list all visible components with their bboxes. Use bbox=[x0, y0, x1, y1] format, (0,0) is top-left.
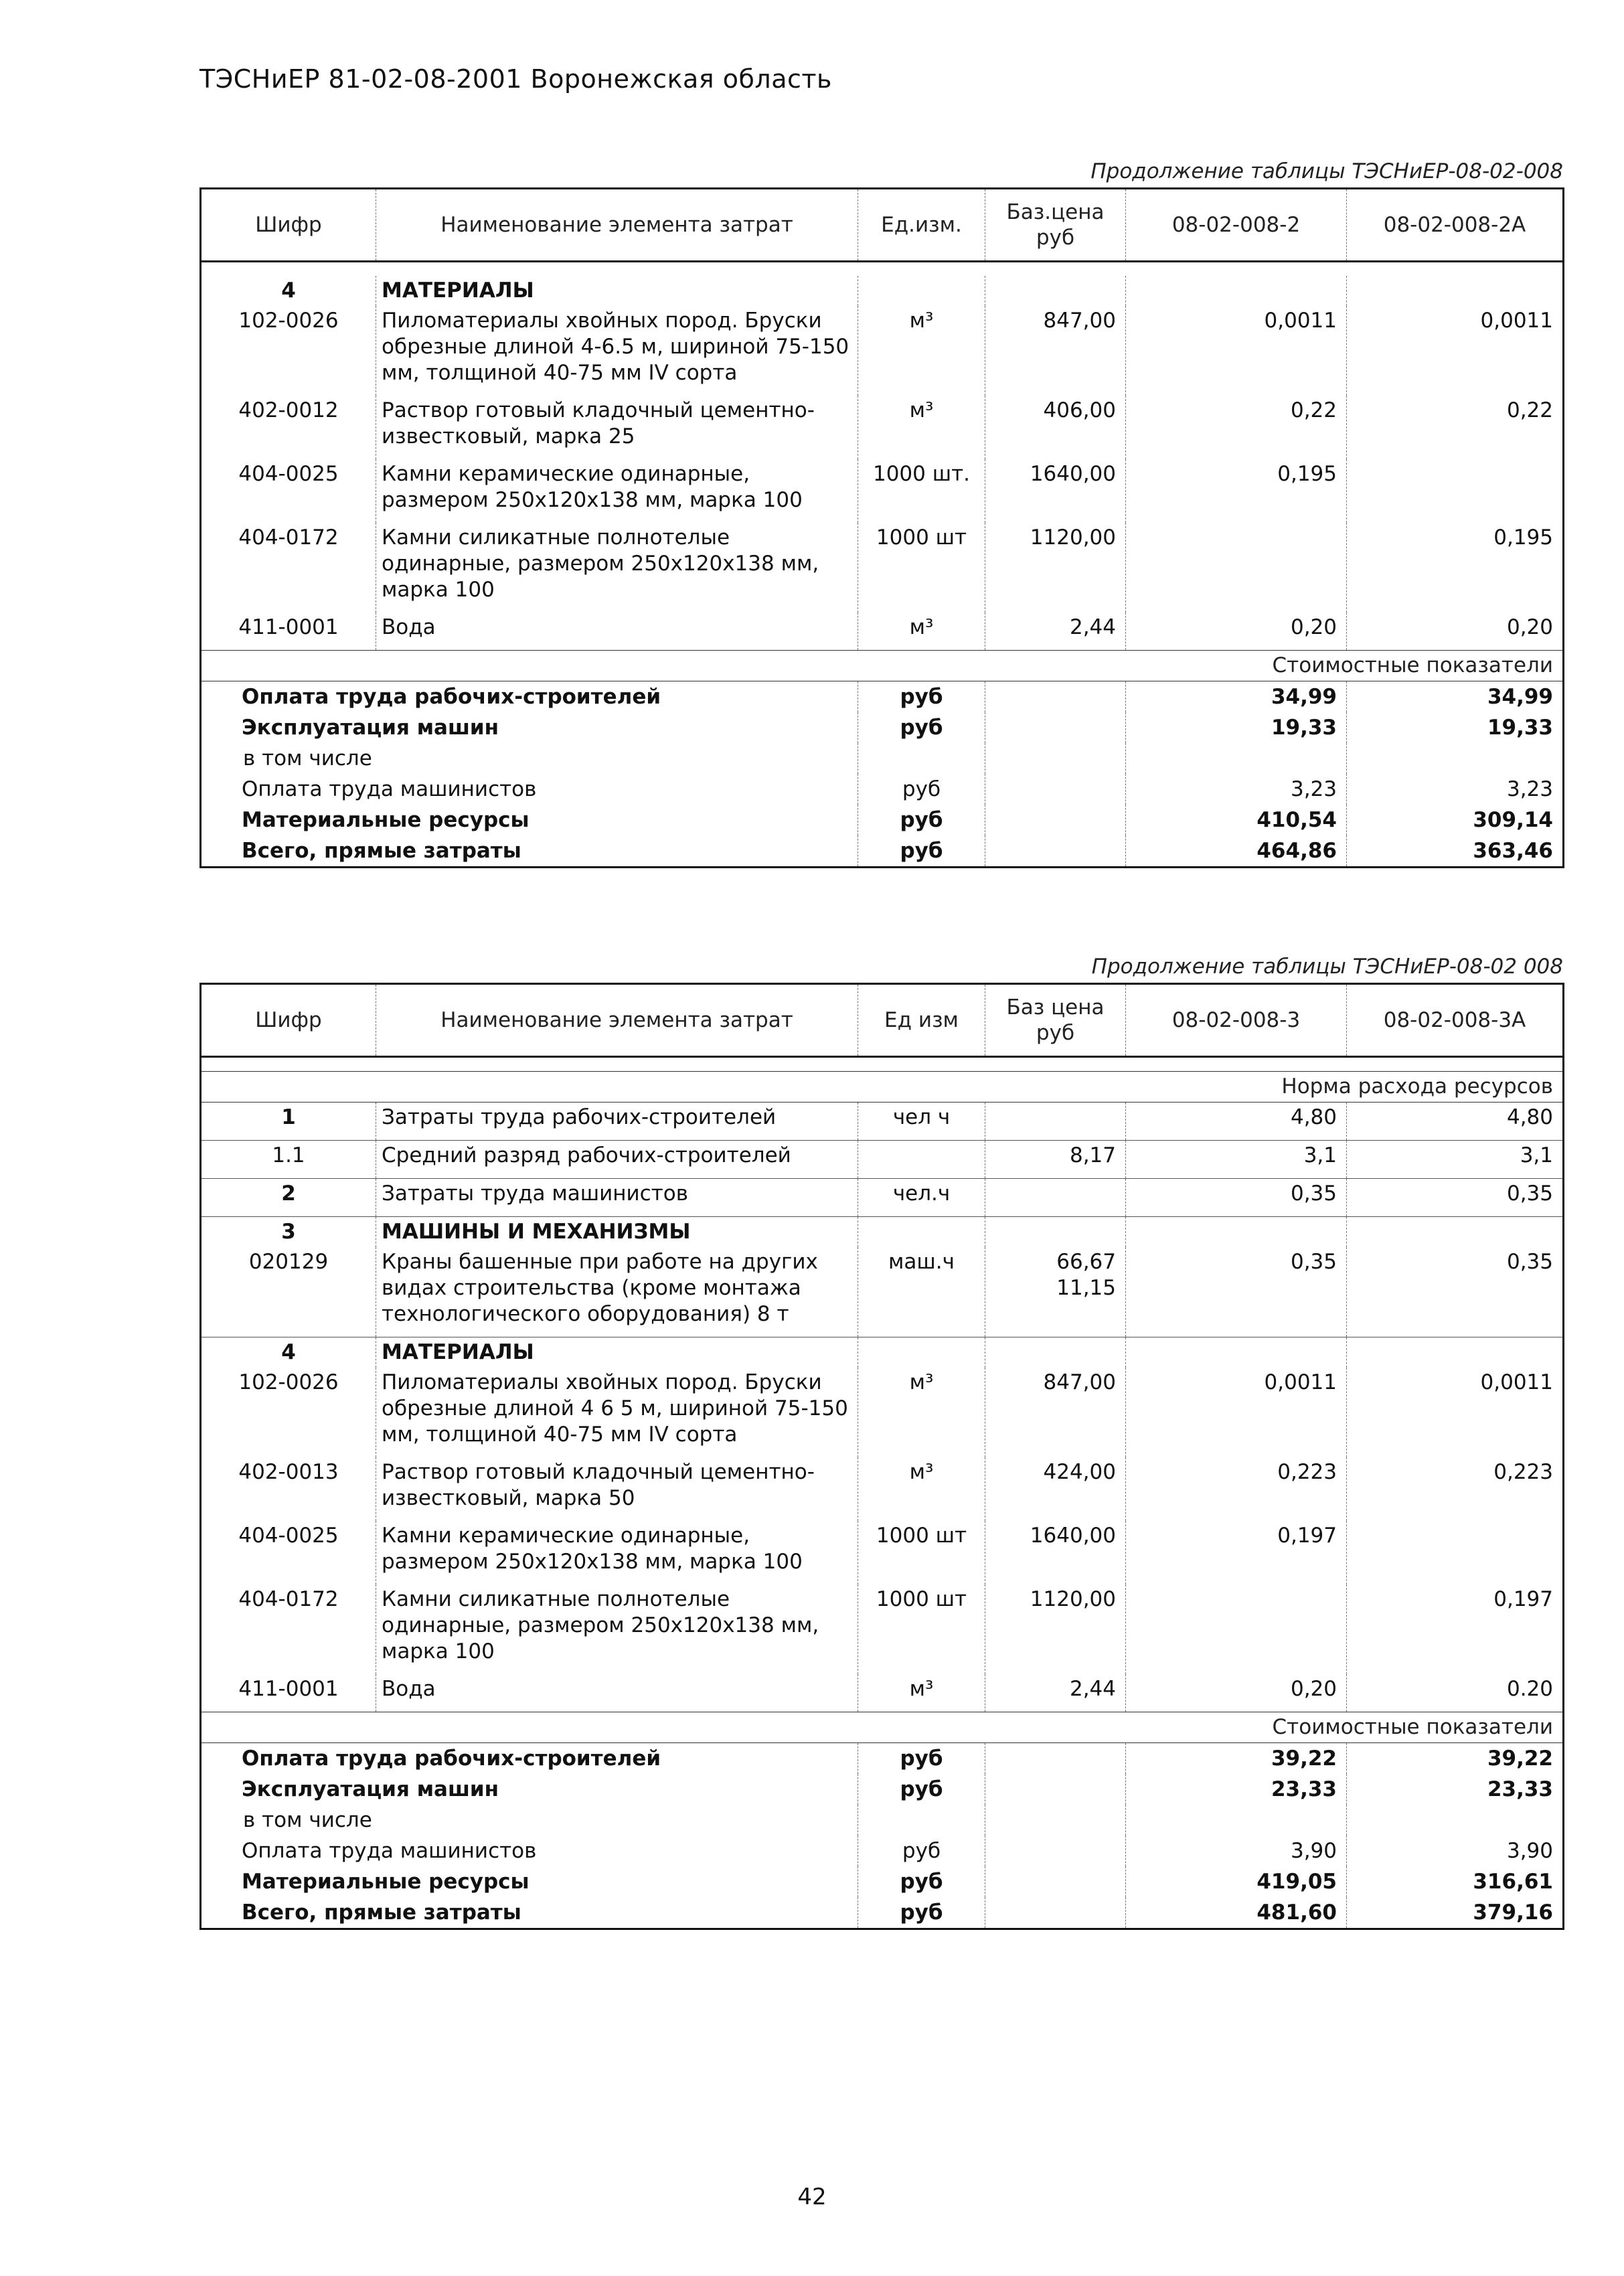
total-label: Всего, прямые затраты bbox=[242, 1900, 521, 1925]
column-header-price: Баз.цена руб bbox=[985, 189, 1126, 262]
empty-cell bbox=[985, 1743, 1126, 1775]
section-code: 3 bbox=[201, 1217, 376, 1248]
table-header-row bbox=[201, 984, 1564, 1057]
norm-value-b: 3,1 bbox=[1347, 1141, 1564, 1179]
column-header-unit: Ед.изм. bbox=[858, 189, 985, 262]
empty-cell bbox=[1126, 1217, 1347, 1248]
total-label: Оплата труда рабочих-строителей bbox=[242, 685, 661, 709]
resource-name: Камни керамические одинарные, размером 250х120х138 мм, марка 100 bbox=[376, 459, 858, 523]
total-row bbox=[201, 805, 1564, 835]
total-value-b: 23,33 bbox=[1347, 1774, 1564, 1805]
norm-value-b: 0,0011 bbox=[1347, 306, 1564, 396]
column-header-price: Баз цена руб bbox=[985, 984, 1126, 1057]
total-label: Оплата труда рабочих-строителей bbox=[242, 1746, 661, 1771]
empty-cell bbox=[985, 1836, 1126, 1866]
resource-name: Затраты труда рабочих-строителей bbox=[376, 1103, 858, 1141]
norm-value-a: 0,20 bbox=[1126, 613, 1347, 651]
table-row bbox=[201, 1141, 1564, 1179]
total-value-b: 39,22 bbox=[1347, 1743, 1564, 1775]
norm-value-b: 0.20 bbox=[1347, 1674, 1564, 1712]
total-unit bbox=[858, 743, 985, 774]
table-continuation-label: Продолжение таблицы ТЭСНиЕР-08-02 008 bbox=[1091, 955, 1563, 979]
cost-band-label: Стоимостные показатели bbox=[201, 1712, 1564, 1743]
table-row bbox=[201, 1368, 1564, 1457]
column-header-name: Наименование элемента затрат bbox=[376, 189, 858, 262]
resource-code: 404-0172 bbox=[238, 525, 339, 550]
total-label: Оплата труда машинистов bbox=[242, 777, 537, 801]
total-row bbox=[201, 835, 1564, 868]
resource-unit: 1000 шт bbox=[858, 1584, 985, 1674]
total-value-b: 379,16 bbox=[1347, 1897, 1564, 1929]
resource-unit: м³ bbox=[858, 1674, 985, 1712]
total-unit: руб bbox=[858, 712, 985, 743]
total-value-a: 19,33 bbox=[1126, 712, 1347, 743]
empty-cell bbox=[985, 835, 1126, 868]
total-label: Эксплуатация машин bbox=[242, 716, 499, 740]
resource-code: 411-0001 bbox=[238, 615, 339, 639]
norm-value-b: 0,0011 bbox=[1347, 1368, 1564, 1457]
table-row bbox=[201, 396, 1564, 459]
norm-value-b: 0,195 bbox=[1347, 523, 1564, 613]
resource-unit: маш.ч bbox=[858, 1247, 985, 1337]
total-unit: руб bbox=[858, 805, 985, 835]
total-row bbox=[201, 712, 1564, 743]
total-value-a: 481,60 bbox=[1126, 1897, 1347, 1929]
total-row bbox=[201, 1866, 1564, 1897]
resource-code: 404-0025 bbox=[238, 1524, 339, 1548]
column-header-b: 08-02-008-3А bbox=[1347, 984, 1564, 1057]
resource-code: 1.1 bbox=[201, 1141, 376, 1179]
empty-cell bbox=[858, 276, 985, 306]
resource-unit: 1000 шт. bbox=[858, 459, 985, 523]
total-row bbox=[201, 1805, 1564, 1836]
total-unit: руб bbox=[858, 1774, 985, 1805]
empty-cell bbox=[985, 1805, 1126, 1836]
total-unit: руб bbox=[858, 1743, 985, 1775]
resource-name: Средний разряд рабочих-строителей bbox=[376, 1141, 858, 1179]
norm-band-row bbox=[201, 1072, 1564, 1103]
table-row bbox=[201, 1521, 1564, 1584]
norm-value-a: 0,195 bbox=[1126, 459, 1347, 523]
table-row bbox=[201, 459, 1564, 523]
total-row bbox=[201, 774, 1564, 805]
norm-value-a: 0,223 bbox=[1126, 1457, 1347, 1521]
resource-code: 2 bbox=[201, 1179, 376, 1217]
table-row bbox=[201, 1584, 1564, 1674]
total-unit: руб bbox=[858, 1897, 985, 1929]
norm-value-b: 0,20 bbox=[1347, 613, 1564, 651]
norm-value-a bbox=[1126, 1584, 1347, 1674]
norm-value-b: 0,35 bbox=[1347, 1179, 1564, 1217]
resource-table-1 bbox=[199, 187, 1564, 868]
section-row bbox=[201, 1337, 1564, 1368]
norm-value-a bbox=[1126, 523, 1347, 613]
table-row bbox=[201, 523, 1564, 613]
norm-value-b: 0,35 bbox=[1347, 1247, 1564, 1337]
resource-code: 402-0013 bbox=[238, 1460, 339, 1484]
empty-cell bbox=[985, 805, 1126, 835]
table-row bbox=[201, 613, 1564, 651]
empty-cell bbox=[985, 774, 1126, 805]
resource-price: 1640,00 bbox=[985, 459, 1126, 523]
cost-band-row bbox=[201, 651, 1564, 681]
total-row bbox=[201, 1743, 1564, 1775]
table-row bbox=[201, 306, 1564, 396]
empty-cell bbox=[1347, 276, 1564, 306]
resource-unit: м³ bbox=[858, 396, 985, 459]
norm-band-label: Норма расхода ресурсов bbox=[201, 1072, 1564, 1103]
resource-name: Раствор готовый кладочный цементно-известковый, марка 25 bbox=[376, 396, 858, 459]
total-value-a: 23,33 bbox=[1126, 1774, 1347, 1805]
resource-name: Вода bbox=[376, 1674, 858, 1712]
total-value-a: 34,99 bbox=[1126, 681, 1347, 713]
total-value-a: 419,05 bbox=[1126, 1866, 1347, 1897]
table-continuation-label: Продолжение таблицы ТЭСНиЕР-08-02-008 bbox=[1090, 159, 1563, 183]
total-value-a bbox=[1126, 743, 1347, 774]
resource-price: 847,00 bbox=[985, 306, 1126, 396]
table-row bbox=[201, 1674, 1564, 1712]
resource-code: 020129 bbox=[248, 1250, 329, 1274]
total-value-b bbox=[1347, 743, 1564, 774]
empty-cell bbox=[985, 1866, 1126, 1897]
resource-name: Камни силикатные полнотелые одинарные, размером 250х120х138 мм, марка 100 bbox=[376, 1584, 858, 1674]
total-value-a: 3,23 bbox=[1126, 774, 1347, 805]
resource-code: 102-0026 bbox=[238, 309, 339, 333]
empty-cell bbox=[1347, 1337, 1564, 1368]
resource-name: Пиломатериалы хвойных пород. Бруски обрезные длиной 4 6 5 м, шириной 75-150 мм, толщиной 40-75 мм IV сорта bbox=[376, 1368, 858, 1457]
resource-price: 424,00 bbox=[985, 1457, 1126, 1521]
section-title: МАТЕРИАЛЫ bbox=[376, 276, 858, 306]
table-row bbox=[201, 1457, 1564, 1521]
norm-value-b: 0,197 bbox=[1347, 1584, 1564, 1674]
total-row bbox=[201, 1897, 1564, 1929]
total-label: Материальные ресурсы bbox=[242, 1870, 530, 1894]
total-value-b: 3,90 bbox=[1347, 1836, 1564, 1866]
resource-unit: м³ bbox=[858, 613, 985, 651]
total-value-b: 34,99 bbox=[1347, 681, 1564, 713]
resource-name: Раствор готовый кладочный цементно-известковый, марка 50 bbox=[376, 1457, 858, 1521]
empty-cell bbox=[1126, 276, 1347, 306]
total-row bbox=[201, 743, 1564, 774]
resource-unit: м³ bbox=[858, 1368, 985, 1457]
resource-price: 2,44 bbox=[985, 613, 1126, 651]
resource-price: 406,00 bbox=[985, 396, 1126, 459]
total-unit: руб bbox=[858, 1836, 985, 1866]
resource-name: Пиломатериалы хвойных пород. Бруски обрезные длиной 4-6.5 м, шириной 75-150 мм, толщиной 40-75 мм IV сорта bbox=[376, 306, 858, 396]
empty-cell bbox=[985, 681, 1126, 713]
resource-price bbox=[985, 1179, 1126, 1217]
section-title: МАШИНЫ И МЕХАНИЗМЫ bbox=[376, 1217, 858, 1248]
cost-band-row bbox=[201, 1712, 1564, 1743]
resource-price: 8,17 bbox=[985, 1141, 1126, 1179]
table-row bbox=[201, 1179, 1564, 1217]
total-unit: руб bbox=[858, 1866, 985, 1897]
resource-code: 411-0001 bbox=[238, 1677, 339, 1701]
total-label: Всего, прямые затраты bbox=[242, 839, 521, 863]
column-header-a: 08-02-008-2 bbox=[1126, 189, 1347, 262]
resource-code: 1 bbox=[281, 1105, 296, 1129]
norm-value-a: 0,20 bbox=[1126, 1674, 1347, 1712]
resource-code: 404-0172 bbox=[238, 1587, 339, 1611]
total-value-a: 39,22 bbox=[1126, 1743, 1347, 1775]
norm-value-b bbox=[1347, 459, 1564, 523]
total-label: в том числе bbox=[243, 1808, 372, 1832]
resource-name: Вода bbox=[376, 613, 858, 651]
page-number: 42 bbox=[797, 2184, 827, 2210]
resource-unit bbox=[858, 1141, 985, 1179]
empty-cell bbox=[1347, 1217, 1564, 1248]
total-value-b: 3,23 bbox=[1347, 774, 1564, 805]
resource-code: 102-0026 bbox=[238, 1370, 339, 1394]
norm-value-a: 4,80 bbox=[1126, 1103, 1347, 1141]
total-value-b: 363,46 bbox=[1347, 835, 1564, 868]
section-row bbox=[201, 1217, 1564, 1248]
total-unit: руб bbox=[858, 774, 985, 805]
resource-price: 1640,00 bbox=[985, 1521, 1126, 1584]
total-value-a bbox=[1126, 1805, 1347, 1836]
empty-cell bbox=[985, 1897, 1126, 1929]
norm-value-b: 4,80 bbox=[1347, 1103, 1564, 1141]
empty-cell bbox=[985, 276, 1126, 306]
norm-value-a: 0,22 bbox=[1126, 396, 1347, 459]
section-code: 4 bbox=[281, 278, 296, 303]
section-row bbox=[201, 276, 1564, 306]
total-label: Материальные ресурсы bbox=[242, 808, 530, 832]
norm-value-b: 0,223 bbox=[1347, 1457, 1564, 1521]
resource-price: 1120,00 bbox=[985, 1584, 1126, 1674]
resource-code: 402-0012 bbox=[238, 398, 339, 422]
empty-cell bbox=[985, 1774, 1126, 1805]
resource-unit: м³ bbox=[858, 306, 985, 396]
column-header-name: Наименование элемента затрат bbox=[376, 984, 858, 1057]
section-title: МАТЕРИАЛЫ bbox=[376, 1337, 858, 1368]
cost-band-label: Стоимостные показатели bbox=[201, 651, 1564, 681]
section-code: 4 bbox=[201, 1337, 376, 1368]
table-row bbox=[201, 1247, 1564, 1337]
norm-value-a: 0,35 bbox=[1126, 1179, 1347, 1217]
norm-value-a: 0,197 bbox=[1126, 1521, 1347, 1584]
norm-value-a: 0,0011 bbox=[1126, 306, 1347, 396]
resource-unit: 1000 шт bbox=[858, 1521, 985, 1584]
resource-price: 66,67 11,15 bbox=[985, 1247, 1126, 1337]
total-label: Эксплуатация машин bbox=[242, 1777, 499, 1801]
empty-cell bbox=[1126, 1337, 1347, 1368]
resource-table-2 bbox=[199, 983, 1564, 1930]
total-row bbox=[201, 681, 1564, 713]
total-unit: руб bbox=[858, 835, 985, 868]
resource-price: 847,00 bbox=[985, 1368, 1126, 1457]
resource-unit: 1000 шт bbox=[858, 523, 985, 613]
empty-cell bbox=[985, 1217, 1126, 1248]
norm-value-b bbox=[1347, 1521, 1564, 1584]
resource-price bbox=[985, 1103, 1126, 1141]
empty-cell bbox=[858, 1217, 985, 1248]
total-value-b bbox=[1347, 1805, 1564, 1836]
column-header-unit: Ед изм bbox=[858, 984, 985, 1057]
resource-name: Камни силикатные полнотелые одинарные, размером 250х120х138 мм, марка 100 bbox=[376, 523, 858, 613]
resource-unit: чел.ч bbox=[858, 1179, 985, 1217]
norm-value-a: 0,35 bbox=[1126, 1247, 1347, 1337]
total-value-b: 19,33 bbox=[1347, 712, 1564, 743]
total-value-a: 3,90 bbox=[1126, 1836, 1347, 1866]
resource-name: Краны башенные при работе на других видах строительства (кроме монтажа технологического оборудования) 8 т bbox=[376, 1247, 858, 1337]
resource-code: 404-0025 bbox=[238, 462, 339, 486]
total-label: в том числе bbox=[243, 746, 372, 770]
total-value-b: 309,14 bbox=[1347, 805, 1564, 835]
total-value-a: 410,54 bbox=[1126, 805, 1347, 835]
norm-value-a: 0,0011 bbox=[1126, 1368, 1347, 1457]
empty-cell bbox=[858, 1337, 985, 1368]
column-header-code: Шифр bbox=[201, 189, 376, 262]
column-header-code: Шифр bbox=[201, 984, 376, 1057]
total-unit: руб bbox=[858, 681, 985, 713]
table-header-row bbox=[201, 189, 1564, 262]
table-row bbox=[201, 1103, 1564, 1141]
resource-price: 1120,00 bbox=[985, 523, 1126, 613]
total-value-b: 316,61 bbox=[1347, 1866, 1564, 1897]
column-header-a: 08-02-008-3 bbox=[1126, 984, 1347, 1057]
resource-name: Затраты труда машинистов bbox=[376, 1179, 858, 1217]
resource-unit: чел ч bbox=[858, 1103, 985, 1141]
empty-cell bbox=[985, 712, 1126, 743]
norm-value-a: 3,1 bbox=[1126, 1141, 1347, 1179]
total-value-a: 464,86 bbox=[1126, 835, 1347, 868]
total-row bbox=[201, 1836, 1564, 1866]
page-title: ТЭСНиЕР 81-02-08-2001 Воронежская область bbox=[199, 64, 832, 94]
resource-unit: м³ bbox=[858, 1457, 985, 1521]
column-header-b: 08-02-008-2А bbox=[1347, 189, 1564, 262]
resource-price: 2,44 bbox=[985, 1674, 1126, 1712]
resource-name: Камни керамические одинарные, размером 250х120х138 мм, марка 100 bbox=[376, 1521, 858, 1584]
total-row bbox=[201, 1774, 1564, 1805]
empty-cell bbox=[985, 1337, 1126, 1368]
total-label: Оплата труда машинистов bbox=[242, 1839, 537, 1863]
empty-cell bbox=[985, 743, 1126, 774]
total-unit bbox=[858, 1805, 985, 1836]
norm-value-b: 0,22 bbox=[1347, 396, 1564, 459]
